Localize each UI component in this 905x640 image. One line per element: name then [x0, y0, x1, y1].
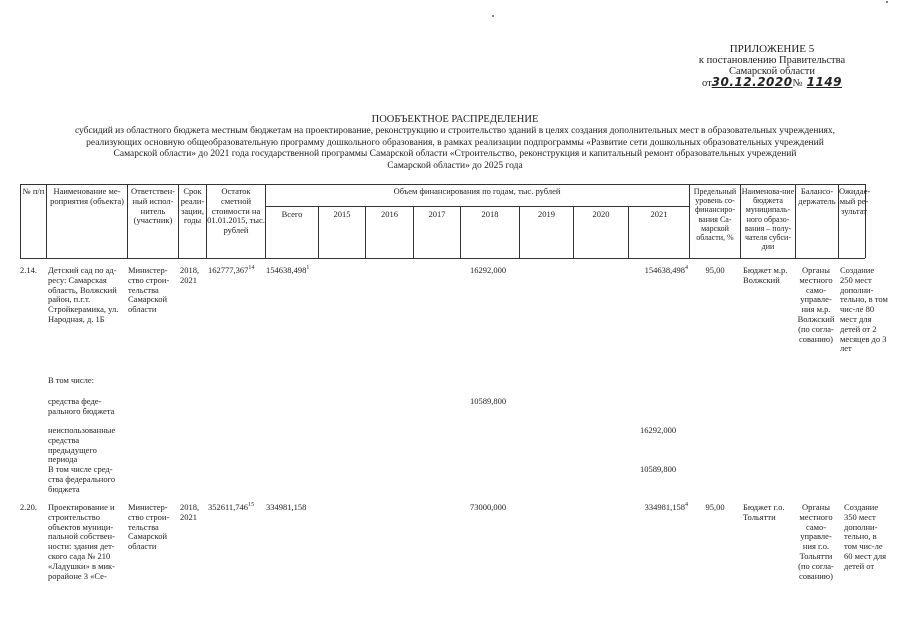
- date-line: от30.12.2020№ 1149: [701, 75, 843, 89]
- value-2021: 154638,498$^4$: [644, 265, 688, 275]
- value-2018: 16292,000: [470, 265, 507, 275]
- value-2018: 73000,000: [470, 502, 507, 512]
- incl-label: В том числе:: [48, 375, 94, 385]
- decree-header: [687, 44, 857, 89]
- col-header-name: Наименование ме-роприятия (объекта): [50, 186, 124, 206]
- executor: Министер-ство строи-тельства Самарской области: [128, 502, 170, 552]
- executor: Министер-ство строи-тельства Самарской области: [128, 265, 170, 315]
- col-header-2018: 2018: [481, 209, 499, 219]
- total: 334981,158: [266, 502, 307, 512]
- col-header-2020: 2020: [592, 209, 610, 219]
- region-line: Самарской области: [729, 66, 815, 77]
- col-header-balance: Остаток сметной стоимости на 01.01.2015, тыс. рублей: [207, 186, 265, 236]
- col-header-2021: 2021: [650, 209, 668, 219]
- col-header-2019: 2019: [538, 209, 555, 219]
- col-header-num: № п/п: [22, 186, 45, 196]
- level: 95,00: [705, 502, 725, 512]
- handwritten-number: 1149: [806, 75, 843, 89]
- scan-speck: [886, 1, 888, 3]
- decree-line: к постановлению Правительства: [698, 55, 846, 66]
- col-header-financing: Объем финансирования по годам, тыс. рублей: [393, 186, 561, 196]
- result: Создание 250 мест дополни-тельно, в том чис-ле 80 мест для детей от 2 месяцев до 3 лет: [840, 265, 888, 354]
- row-num: 2.20.: [20, 502, 37, 512]
- term: 2018, 2021: [180, 502, 200, 522]
- appendix-label: ПРИЛОЖЕНИЕ 5: [729, 43, 815, 55]
- col-header-result: Ожидае-мый ре-зультат: [839, 186, 871, 216]
- col-header-2017: 2017: [428, 209, 446, 219]
- col-header-total: Всего: [281, 209, 303, 219]
- budget: Бюджет м.р. Волжский: [743, 265, 788, 285]
- unused-label: неиспользованные средства предыдущего периода: [48, 425, 116, 465]
- term: 2018, 2021: [180, 265, 200, 285]
- incl-fed-label: В том числе сред-ства федерального бюджета: [48, 464, 116, 494]
- budget: Бюджет г.о. Тольятти: [743, 502, 785, 522]
- col-header-executor: Ответствен-ный испол-нитель (участник): [130, 186, 175, 226]
- level: 95,00: [705, 265, 725, 275]
- value-2021: 334981,158$^4$: [644, 502, 688, 512]
- object-name: Детский сад по ад-ресу: Самарская область, Волжский район, п.г.т. Стройкерамика, ул. Народная, д. 1Б: [48, 265, 119, 324]
- col-header-2015: 2015: [333, 209, 351, 219]
- result: Создание 350 мест дополни-тельно, в том чис-ле 60 мест для детей от: [844, 502, 887, 571]
- unused-2021: 16292,000: [640, 425, 677, 435]
- total: 154638,498$^1$: [266, 265, 310, 275]
- col-header-holder: Балансо-держатель: [798, 186, 836, 206]
- balance: 162777,367$^{14}$: [208, 265, 255, 275]
- col-header-budget: Наименова-ние бюджета муниципаль-ного образо-вания – полу-чателя субси-дии: [741, 187, 795, 252]
- balance: 352611,746$^{15}$: [208, 502, 255, 512]
- handwritten-date: 30.12.2020: [711, 75, 793, 89]
- scan-speck: [492, 15, 494, 17]
- fed-label: средства феде-рального бюджета: [48, 396, 115, 416]
- object-name: Проектирование и строительство объектов муници-пальной собствен-ности: здания дет-ского сада № 210 «Ладушки» в мик-рорайоне 3 «Се-: [48, 502, 115, 581]
- col-header-max-level: Предельный уровень со-финансиро-вания Са-марской области, %: [693, 187, 737, 243]
- row-num: 2.14.: [20, 265, 37, 275]
- col-header-term: Срок реали-зации, годы: [180, 186, 205, 226]
- incl-fed-2021: 10589,800: [640, 464, 677, 474]
- fed-2018: 10589,800: [470, 396, 507, 406]
- holder: Органы местного само-управле-ния м.р. Волжский (по согла-сованию): [797, 265, 835, 344]
- col-header-2016: 2016: [381, 209, 398, 219]
- holder: Органы местного само-управле-ния г.о. Тольятти (по согла-сованию): [798, 502, 834, 581]
- document-subtitle: субсидий из областного бюджета местным бюджетам на проектирование, реконструкцию и строительство зданий в целях создания дополнительных мест в образовательных учреждениях, реализующих основную общеобразовательную программу дошкольного образования, в рамках реализации подпрограммы «Развитие сети дошкольных образовательных учреждений Самарской области» до 2021 года государственной программы Самарской области «Строительство, реконструкция и капитальный ремонт образовательных учреждений Самарской области» до 2025 года: [74, 126, 836, 171]
- document-title: ПООБЪЕКТНОЕ РАСПРЕДЕЛЕНИЕ: [371, 114, 539, 125]
